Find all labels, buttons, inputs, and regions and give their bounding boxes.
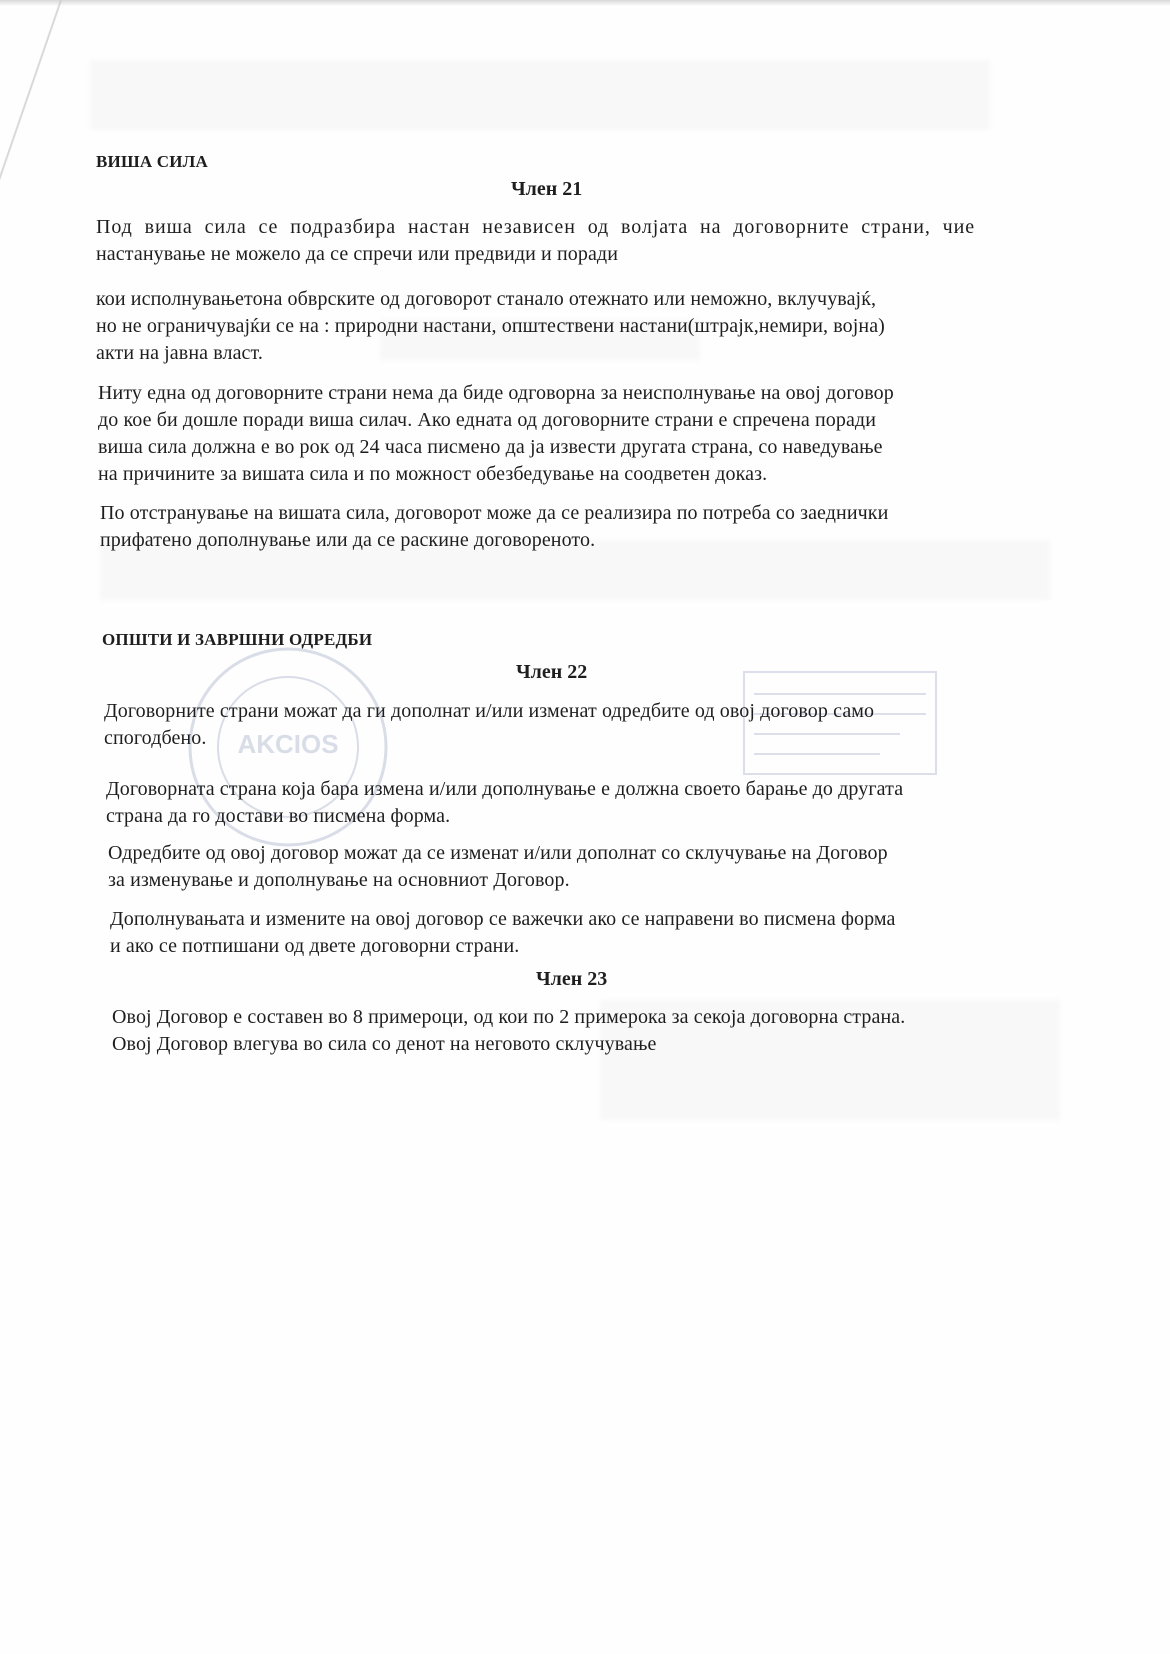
paragraph-line: за изменување и дополнување на основниот Договор. [108, 869, 570, 891]
paragraph [100, 500, 982, 554]
paragraph-line: акти на јавна власт. [96, 342, 263, 364]
paragraph-line: По отстранување на вишата сила, договорот може да се реализира по потреба со заеднички [100, 502, 889, 524]
paragraph-line: Одредбите од овој договор можат да се изменат и/или дополнат со склучување на Договор [108, 842, 888, 864]
paragraph-line: Ниту една од договорните страни нема да биде одговорна за неисполнување на овој договор [98, 382, 894, 404]
bleed-through [90, 60, 990, 130]
svg-text:AKCIOS: AKCIOS [237, 729, 339, 759]
scan-artifact-line [0, 0, 62, 313]
paragraph [96, 214, 978, 268]
paragraph-line: прифатено дополнување или да се раскине договореното. [100, 529, 596, 551]
paragraph-line: спогодбено. [104, 727, 207, 749]
paragraph [110, 906, 990, 960]
article-23-title: Член 23 [536, 968, 608, 990]
section-heading-general-provisions: ОПШТИ И ЗАВРШНИ ОДРЕДБИ [102, 630, 373, 649]
paragraph-line: Овој Договор е составен во 8 примероци, од кои по 2 примерока за секоја договорна страна. [112, 1006, 906, 1028]
paragraph-line: но не ограничувајќи се на : природни настани, општествени настани(штрајк,немири, војна) [96, 315, 885, 337]
article-21-title: Член 21 [511, 178, 583, 200]
paragraph-line: Договорната страна која бара измена и/или дополнување е должна своето барање до другата [106, 778, 904, 800]
paragraph-line: Овој Договор влегува во сила со денот на неговото склучување [112, 1033, 657, 1055]
paragraph [108, 840, 988, 894]
paragraph [104, 698, 984, 752]
paragraph [96, 286, 978, 367]
paragraph-line: Дополнувањата и измените на овој договор се важечки ако се направени во писмена форма [110, 908, 896, 930]
section-heading-force-majeure: ВИША СИЛА [96, 152, 209, 171]
paragraph-line: настанување не можело да се спречи или предвиди и поради [96, 243, 619, 265]
paragraph-line: и ако се потпишани од двете договорни страни. [110, 935, 520, 957]
article-22-title: Член 22 [516, 661, 588, 683]
paragraph-line: страна да го достави во писмена форма. [106, 805, 451, 827]
paragraph-line: кои исполнувањетона обврските од договорот станало отежнато или неможно, вклучувајќ, [96, 288, 877, 310]
paragraph [112, 1004, 992, 1058]
paragraph-line: виша сила должна е во рок од 24 часа писмено да ја извести другата страна, со наведување [98, 436, 883, 458]
paragraph-line: Под виша сила се подразбира настан независен од волјата на договорните страни, чие [96, 216, 975, 238]
paragraph [98, 380, 980, 488]
scan-edge [0, 0, 1170, 6]
paragraph [106, 776, 986, 830]
paragraph-line: на причините за вишата сила и по можност обезбедување на соодветен доказ. [98, 463, 768, 485]
paragraph-line: Договорните страни можат да ги дополнат и/или изменат одредбите од овој договор само [104, 700, 875, 722]
paragraph-line: до кое би дошле поради виша силач. Ако едната од договорните страни е спречена поради [98, 409, 877, 431]
